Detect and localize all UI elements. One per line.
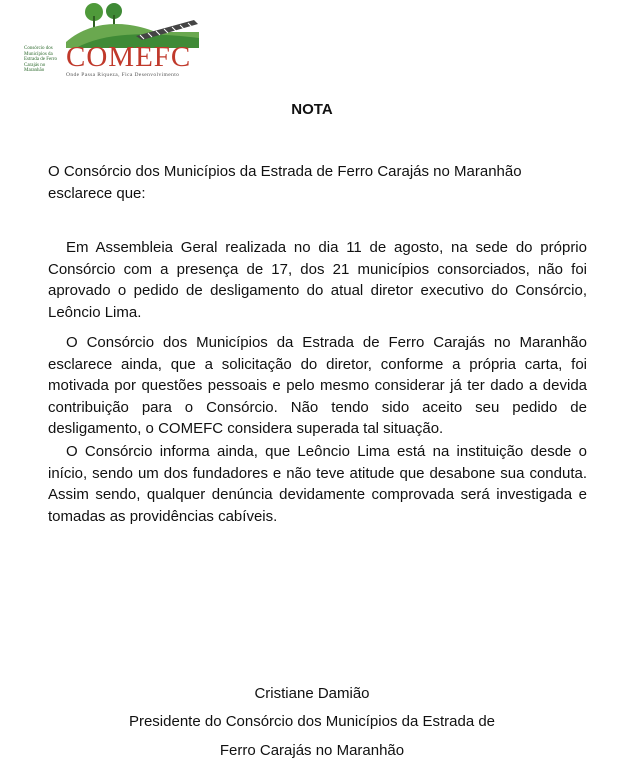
paragraph-1: Em Assembleia Geral realizada no dia 11 de agosto, na sede do próprio Consórcio com a presença de 17, dos 21 municípios consorciados, não foi aprovado o pedido de desligamento do atual diretor executivo do Consórcio, Leôncio Lima. <box>48 239 587 321</box>
paragraph-3: O Consórcio informa ainda, que Leôncio Lima está na instituição desde o início, sendo um dos fundadores e não teve atitude que desabone sua conduta. Assim sendo, qualquer denúncia devidamente comprovada será investigada e tomadas as providências cabíveis. <box>48 443 587 525</box>
logo-tagline: Onde Passa Riqueza, Fica Desenvolvimento <box>66 72 180 78</box>
comefc-logo <box>24 2 199 78</box>
paragraph-2: O Consórcio dos Municípios da Estrada de Ferro Carajás no Maranhão esclarece ainda, que a solicitação do diretor, conforme a própria carta, foi motivada por questões pessoais e pelo mesmo considerar já ter dado a devida contribuição para o Consórcio. Não tendo sido aceito seu pedido de desligamento, o COMEFC considera superada tal situação. <box>48 334 587 437</box>
page-title: NOTA <box>291 101 333 118</box>
signature-name: Cristiane Damião <box>254 685 370 702</box>
signature-role-line1: Presidente do Consórcio dos Municípios da Estrada de <box>128 713 496 730</box>
logo-side-text: Consórcio dos Municípios da Estrada de Ferro Carajás no Maranhão <box>24 46 58 73</box>
intro-text: O Consórcio dos Municípios da Estrada de Ferro Carajás no Maranhão esclarece que: <box>48 163 522 202</box>
logo-wordmark: COMEFC <box>66 41 192 73</box>
signature-role-line2: Ferro Carajás no Maranhão <box>219 742 405 759</box>
